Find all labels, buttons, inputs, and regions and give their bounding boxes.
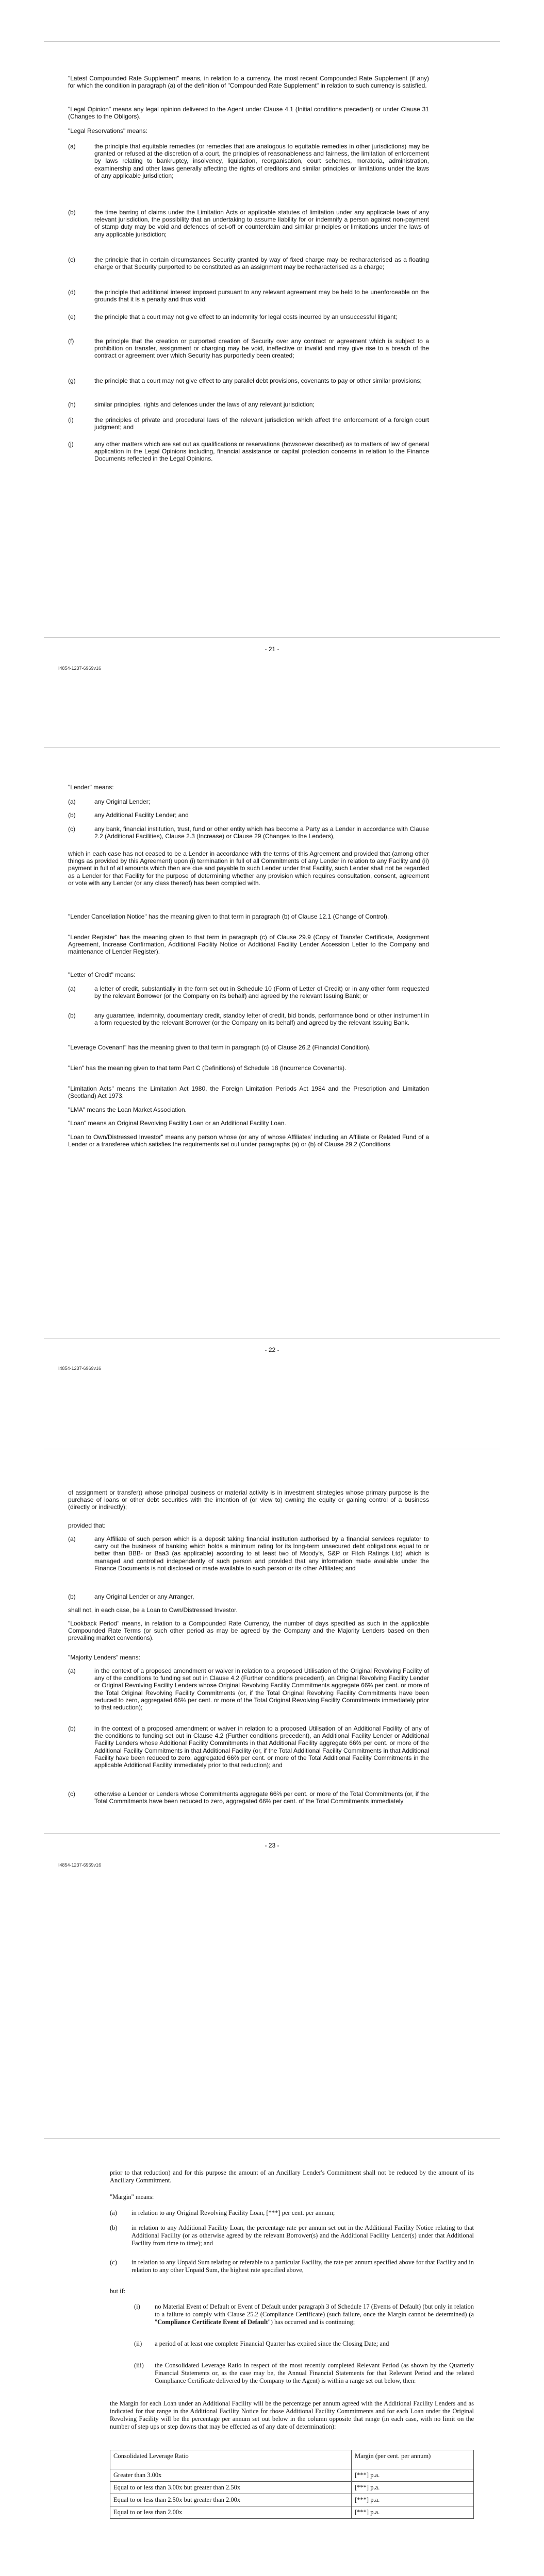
- list-item: any guarantee, indemnity, documentary credit, standby letter of credit, bid bonds, performance bond or other instrument in a form requested by the relevant Borrower (or the Company on its behalf) and agreed by the relevant Issuing Bank.: [94, 1012, 429, 1027]
- definition-legal-opinion: "Legal Opinion" means any legal opinion delivered to the Agent under Clause 4.1 (Initial conditions precedent) or under Clause 31 (Changes to the Obligors).: [68, 106, 429, 121]
- definition-majority-lenders-heading: "Majority Lenders" means:: [68, 1654, 140, 1661]
- list-item-label: (iii): [134, 2362, 144, 2369]
- table-row: [110, 2506, 474, 2519]
- list-item-label: (c): [68, 825, 75, 833]
- shall-not-statement: shall not, in each case, be a Loan to Own/Distressed Investor.: [68, 1606, 238, 1614]
- list-item: the Consolidated Leverage Ratio in respect of the most recently completed Relevant Period (as shown by the Quarterly Financial Statements or, as the case may be, the Annual Financial Statements for that Relevant Period and the related Compliance Certificate delivered by the Company to the Agent) is within a range set out below, then:: [155, 2362, 474, 2384]
- table-cell: Equal to or less than 3.00x but greater than 2.50x: [110, 2482, 352, 2494]
- list-item: in relation to any Original Revolving Facility Loan, [***] per cent. per annum;: [131, 2209, 335, 2216]
- page-21: [0, 0, 544, 703]
- list-item-label: (a): [68, 143, 76, 150]
- page-number: - 22 -: [265, 1346, 279, 1353]
- definition-limitation-acts: "Limitation Acts" means the Limitation Act 1980, the Foreign Limitation Periods Act 1984 and the Prescription and Limitation (Scotland) Act 1973.: [68, 1085, 429, 1100]
- list-item-label: (a): [68, 798, 76, 805]
- list-item: a letter of credit, substantially in the form set out in Schedule 10 (Form of Letter of Credit) or in any other form requested by the relevant Borrower (or the Company on its behalf) and agreed by the relevant Issuing Bank; or: [94, 985, 429, 1000]
- list-item: the principle that additional interest imposed pursuant to any relevant agreement may be held to be unenforceable on the grounds that it is a penalty and thus void;: [94, 289, 429, 303]
- list-item: the principle that a court may not give effect to any parallel debt provisions, covenants to pay or other similar provisions;: [94, 377, 422, 384]
- table-row: [110, 2469, 474, 2482]
- page-23: [0, 1406, 544, 2110]
- page-bottom-rule: [44, 1338, 500, 1339]
- list-item-label: (g): [68, 377, 76, 384]
- list-item-label: (d): [68, 289, 76, 296]
- list-item: a period of at least one complete Financial Quarter has expired since the Closing Date; and: [155, 2340, 389, 2347]
- list-item-label: (i): [68, 416, 74, 423]
- list-item: the principles of private and procedural laws of the relevant jurisdiction which affect the enforcement of a foreign court judgment; and: [94, 416, 429, 431]
- list-item: in relation to any Unpaid Sum relating or referable to a particular Facility, the rate per annum specified above for that Facility and in relation to any other Unpaid Sum, the highest rate specified above,: [131, 2259, 474, 2274]
- list-item-label: (h): [68, 401, 76, 408]
- leverage-margin-table: [110, 2450, 474, 2519]
- list-item: [155, 2303, 474, 2326]
- table-cell: Equal to or less than 2.00x: [110, 2506, 352, 2519]
- list-item: any bank, financial institution, trust, fund or other entity which has become a Party as a Lender in accordance with Clause 2.2 (Additional Facilities), Clause 2.3 (Increase) or Clause 29 (Changes to the Lenders),: [94, 825, 429, 840]
- list-item: the principle that the creation or purported creation of Security over any contract or agreement which is subject to a prohibition on transfer, assignment or charging may be void, ineffective or invalid and may give rise to a breach of the contract or agreement over which Security has purportedly been created;: [94, 337, 429, 360]
- page-number: - 21 -: [265, 646, 279, 653]
- definition-lender-heading: "Lender" means:: [68, 784, 114, 791]
- list-item-label: (a): [68, 1535, 76, 1543]
- table-row: [110, 2494, 474, 2506]
- definition-lender-register: "Lender Register" has the meaning given to that term in paragraph (c) of Clause 29.9 (Copy of Transfer Certificate, Assignment Agreement, Increase Confirmation, Additional Facility Notice or Additional Facility Lender Accession Letter to the Company and maintenance of Lender Register).: [68, 934, 429, 956]
- list-item: any Original Lender;: [94, 798, 151, 805]
- list-item-label: (c): [68, 1790, 75, 1798]
- list-item: the time barring of claims under the Limitation Acts or applicable statutes of limitation under any applicable laws of any relevant jurisdiction, the possibility that an undertaking to assume liability for or indemnify a person against non-payment of stamp duty may be void and defences of set-off or counterclaim and similar principles or limitations under the laws of any applicable jurisdiction;: [94, 209, 429, 238]
- majority-lenders-continued: prior to that reduction) and for this purpose the amount of an Ancillary Lender's Commitment shall not be reduced by the amount of its Ancillary Commitment.: [110, 2169, 474, 2184]
- provided-that: provided that:: [68, 1522, 106, 1529]
- definition-lien: "Lien" has the meaning given to that term Part C (Definitions) of Schedule 18 (Incurrence Covenants).: [68, 1064, 347, 1072]
- definition-lender-tail: which in each case has not ceased to be a Lender in accordance with the terms of this Agreement and provided that (among other things as provided by this Agreement) upon (i) termination in full of all Commitments of any Lender in relation to any Facility and (ii) payment in full of all amounts which then are due and payable to such Lender under that Facility, such Lender shall not be regarded as a Lender for that Facility for the purpose of determining whether any provision which requires consultation, consent, agreement or vote with any Lender (or any class thereof) has been complied with.: [68, 850, 429, 887]
- definition-latest-compounded-rate-supplement: "Latest Compounded Rate Supplement" means, in relation to a currency, the most recent Compounded Rate Supplement (if any) for which the condition in paragraph (a) of the definition of "Compounded Rate Supplement" in relation to such currency is satisfied.: [68, 75, 429, 90]
- table-cell: [***] p.a.: [352, 2494, 474, 2506]
- list-item-label: (c): [110, 2259, 117, 2266]
- definition-lender-cancellation-notice: "Lender Cancellation Notice" has the meaning given to that term in paragraph (b) of Clause 12.1 (Change of Control).: [68, 913, 389, 920]
- footer-reference: I4854-1237-6969v16: [58, 666, 102, 671]
- page-top-rule: [44, 747, 500, 748]
- table-header-cell: Consolidated Leverage Ratio: [110, 2450, 352, 2469]
- table-cell: Equal to or less than 2.50x but greater than 2.00x: [110, 2494, 352, 2506]
- list-item-label: (b): [68, 1725, 76, 1732]
- definition-loan-to-own: "Loan to Own/Distressed Investor" means any person whose (or any of whose Affiliates' including an Affiliate or Related Fund of a Lender or a transferee which satisfies the requirements set out under paragraphs (a) or (b) of Clause 29.2 (Conditions: [68, 1133, 429, 1148]
- list-item: any other matters which are set out as qualifications or reservations (howsoever described) as to matters of law of general application in the Legal Opinions including, financial assistance or capital protection concerns in relation to the Finance Documents reflected in the Legal Opinions.: [94, 440, 429, 463]
- definition-loan-to-own-continued: of assignment or transfer)) whose principal business or material activity is in investment strategies whose primary purpose is the purchase of loans or other debt securities with the intention of (or view to) owning the equity or gaining control of a business (directly or indirectly);: [68, 1489, 429, 1511]
- list-item-label: (a): [68, 985, 76, 992]
- list-item: any Additional Facility Lender; and: [94, 811, 189, 819]
- but-if: but if:: [110, 2287, 126, 2295]
- list-item: the principle that a court may not give effect to an indemnity for legal costs incurred by an unsuccessful litigant;: [94, 313, 398, 320]
- page-22: [0, 703, 544, 1406]
- footer-reference: I4854-1237-6969v16: [58, 1366, 102, 1371]
- list-item-label: (b): [68, 1012, 76, 1019]
- table-cell: Greater than 3.00x: [110, 2469, 352, 2482]
- list-item-label: (a): [68, 1667, 76, 1674]
- list-item-label: (b): [68, 811, 76, 819]
- list-item-text: no Material Event of Default or Event of Default under paragraph 3 of Schedule 17 (Events of Default) (but only in relation to a failure to comply with Clause 25.2 (Compliance Certificate) (such failure, once the Margin cannot be determined) (a ": [155, 2303, 474, 2326]
- list-item-label: (j): [68, 440, 74, 448]
- table-cell: [***] p.a.: [352, 2506, 474, 2519]
- page-top-rule: [44, 2138, 500, 2139]
- list-item-label: (a): [110, 2209, 117, 2216]
- table-header-cell: Margin (per cent. per annum): [352, 2450, 474, 2469]
- page-bottom-rule: [44, 1833, 500, 1834]
- list-item: otherwise a Lender or Lenders whose Commitments aggregate 66⅔ per cent. or more of the Total Commitments (or, if the Total Commitments have been reduced to zero, aggregated 66⅔ per cent. of the Total Commitments immediately: [94, 1790, 429, 1805]
- definition-margin-heading: "Margin" means:: [110, 2193, 154, 2200]
- list-item-label: (c): [68, 256, 75, 263]
- list-item-label: (i): [134, 2303, 140, 2310]
- definition-loan: "Loan" means an Original Revolving Facility Loan or an Additional Facility Loan.: [68, 1120, 286, 1127]
- margin-tail: the Margin for each Loan under an Additional Facility will be the percentage per annum agreed with the Additional Facility Lenders and as indicated for that range in the Additional Facility Notice for those Additional Facility Commitments and for each Loan under the Original Revolving Facility will be the percentage per annum set out below in the column opposite that range (in each case, with no limit on the number of step ups or step downs that may be effected as of any date of determination):: [110, 2400, 474, 2430]
- list-item-label: (b): [68, 209, 76, 216]
- list-item-label: (f): [68, 337, 74, 345]
- page-number: - 23 -: [265, 1842, 279, 1849]
- list-item-label: (e): [68, 313, 76, 320]
- defined-term: Compliance Certificate Event of Default: [157, 2318, 268, 2326]
- footer-reference: I4854-1237-6969v16: [58, 1862, 102, 1868]
- list-item: the principle that equitable remedies (or remedies that are analogous to equitable remedies in other jurisdictions) may be granted or refused at the discretion of a court, the principles of reasonableness and fairness, the limitation of enforcement by laws relating to bankruptcy, insolvency, liquidation, reorganisation, court schemes, moratoria, administration, examinership and other laws generally affecting the rights of creditors and similar principles or limitations under the laws of any applicable jurisdiction;: [94, 143, 429, 179]
- table-cell: [***] p.a.: [352, 2482, 474, 2494]
- list-item: in the context of a proposed amendment or waiver in relation to a proposed Utilisation of an Additional Facility of any of the conditions to funding set out in Clause 4.2 (Further conditions precedent), an Additional Facility Lender or Additional Facility Lenders whose Additional Facility Commitments in that Additional Facility aggregate 66⅔ per cent. or more of the Additional Facility Commitments in that Additional Facility (or, if the Total Additional Facility Commitments in that Additional Facility have been reduced to zero, aggregated 66⅔ per cent. or more of the Total Additional Facility Commitments in the applicable Additional Facility immediately prior to that reduction); and: [94, 1725, 429, 1769]
- definition-lma: "LMA" means the Loan Market Association.: [68, 1106, 187, 1113]
- list-item: the principle that in certain circumstances Security granted by way of fixed charge may be recharacterised as a floating charge or that Security purported to be constituted as an assignment may be recharacterised as a charge;: [94, 256, 429, 271]
- list-item: in the context of a proposed amendment or waiver in relation to a proposed Utilisation of the Original Revolving Facility of any of the conditions to funding set out in Clause 4.2 (Further conditions precedent), an Original Revolving Facility Lender or Original Revolving Facility Lenders whose Original Revolving Facility Commitments aggregate 66⅔ per cent. or more of the Total Original Revolving Facility Commitments (or, if the Total Original Revolving Facility Commitments have been reduced to zero, aggregated 66⅔ per cent. or more of the Total Original Revolving Facility Commitments immediately prior to that reduction);: [94, 1667, 429, 1711]
- list-item-label: (b): [110, 2224, 118, 2231]
- definition-lookback-period: "Lookback Period" means, in relation to a Compounded Rate Currency, the number of days specified as such in the applicable Compounded Rate Terms (or such other period as may be agreed by the Company and the Majority Lenders based on then prevailing market conventions).: [68, 1620, 429, 1642]
- list-item: any Original Lender or any Arranger,: [94, 1593, 194, 1600]
- page-bottom-rule: [44, 637, 500, 638]
- list-item: in relation to any Additional Facility Loan, the percentage rate per annum set out in the Additional Facility Notice relating to that Additional Facility (or as otherwise agreed by the relevant Borrower(s) and the Additional Facility Lender(s) under that Additional Facility from time to time); and: [131, 2224, 474, 2247]
- list-item: similar principles, rights and defences under the laws of any relevant jurisdiction;: [94, 401, 315, 408]
- table-row: [110, 2482, 474, 2494]
- table-header-row: [110, 2450, 474, 2469]
- list-item: any Affiliate of such person which is a deposit taking financial institution authorised by a financial services regulator to carry out the business of banking which holds a minimum rating for its long-term unsecured debt obligations equal to or better than BBB- or Baa3 (as applicable) according to at least two of Moody's, S&P or Fitch Ratings Ltd) which is managed and controlled independently of such person and provided that any information made available under the Finance Documents is not disclosed or made available to such person or its other Affiliates; and: [94, 1535, 429, 1572]
- definition-letter-of-credit-heading: "Letter of Credit" means:: [68, 971, 136, 978]
- list-item-label: (ii): [134, 2340, 142, 2347]
- list-item-text: ") has occurred and is continuing;: [268, 2318, 355, 2326]
- definition-leverage-covenant: "Leverage Covenant" has the meaning given to that term in paragraph (c) of Clause 26.2 (Financial Condition).: [68, 1044, 371, 1051]
- list-item-label: (b): [68, 1593, 76, 1600]
- page-24: [0, 2110, 544, 2576]
- definition-legal-reservations-heading: "Legal Reservations" means:: [68, 127, 147, 134]
- table-cell: [***] p.a.: [352, 2469, 474, 2482]
- page-top-rule: [44, 41, 500, 42]
